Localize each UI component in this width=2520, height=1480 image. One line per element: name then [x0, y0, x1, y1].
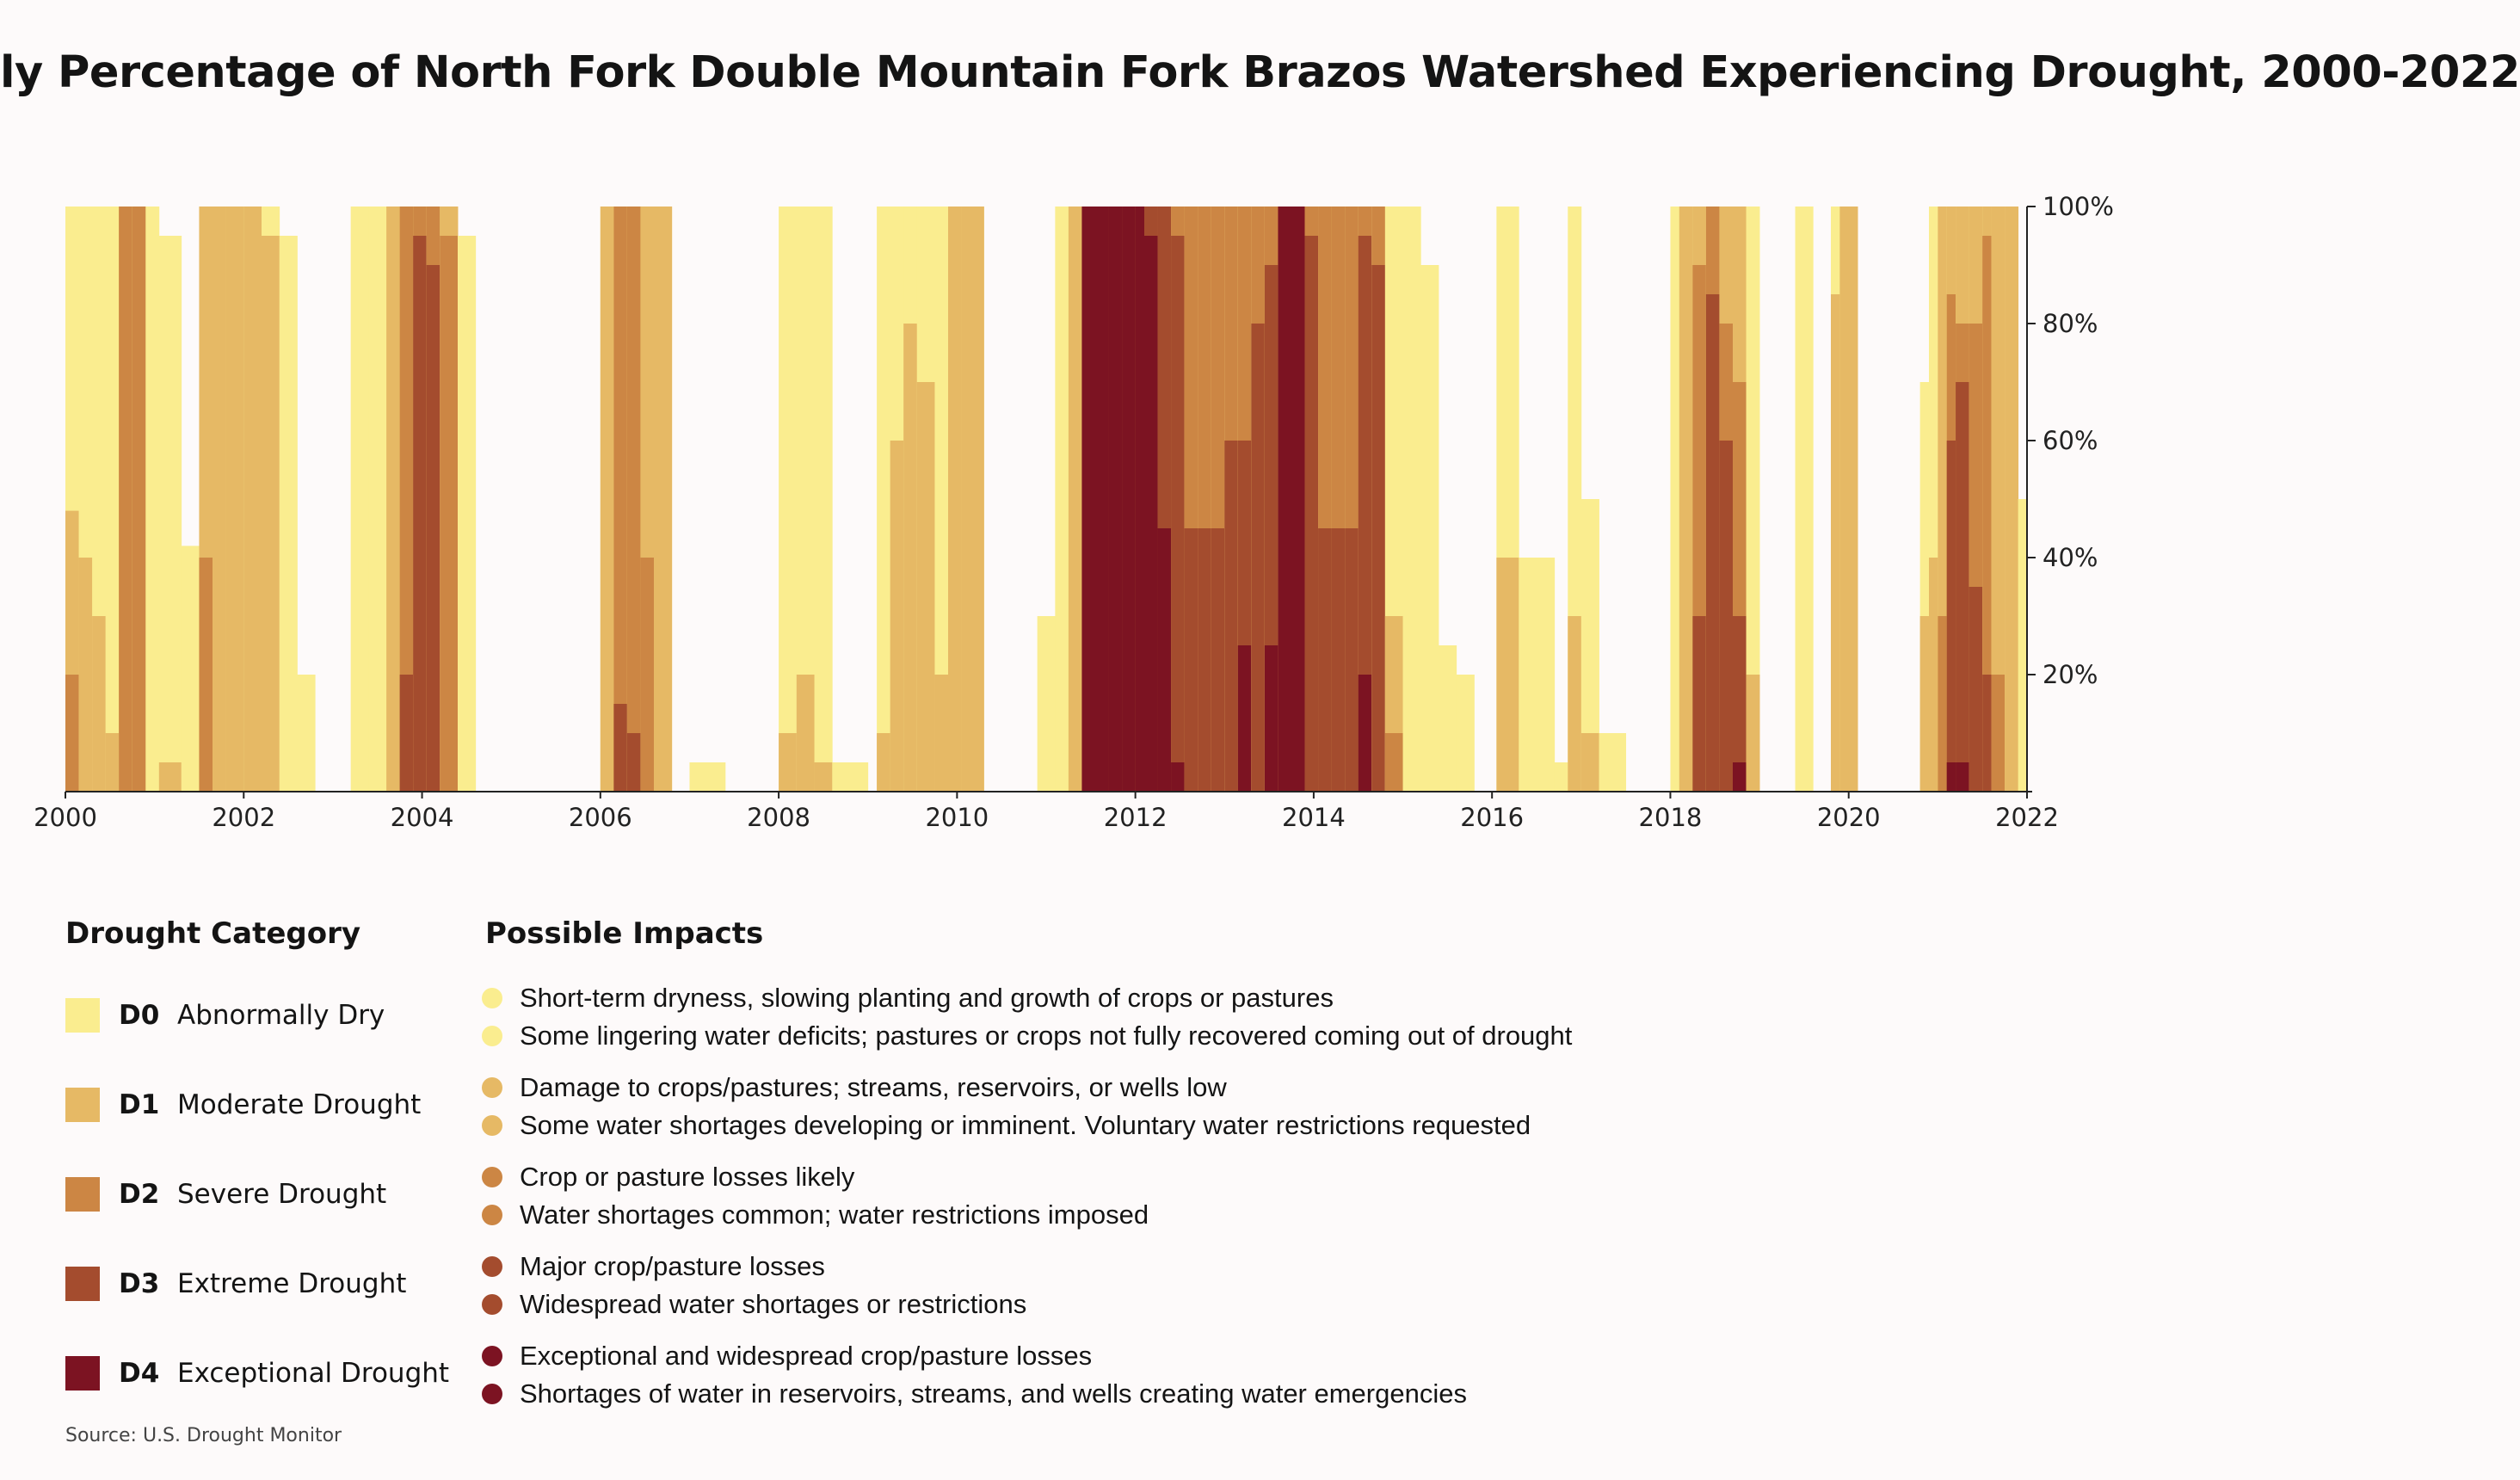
- impact-text: Crop or pasture losses likely: [520, 1162, 855, 1192]
- legend-code-d4: D4: [119, 1358, 160, 1389]
- drought-bar-d1: [890, 441, 904, 792]
- drought-bar-d1: [243, 207, 262, 792]
- drought-bars: [65, 207, 2027, 792]
- x-tick-label: 2000: [34, 803, 97, 832]
- x-tick-label: 2020: [1816, 803, 1881, 832]
- impact-item: [482, 1070, 1227, 1105]
- drought-bar-d3: [1198, 528, 1211, 792]
- y-tick-label: 100%: [2042, 192, 2114, 221]
- drought-bar-d3: [1969, 587, 1983, 792]
- impact-dot-d2: [482, 1167, 502, 1187]
- legend-name-d1: Moderate Drought: [177, 1089, 422, 1120]
- drought-bar-d3: [1982, 675, 1992, 792]
- legend-item-d2: [65, 1175, 386, 1213]
- drought-bar-d4: [1095, 207, 1109, 792]
- impact-item: [482, 1339, 1092, 1373]
- drought-bar-d4: [1956, 762, 1969, 792]
- drought-bar-d0: [1599, 733, 1626, 792]
- drought-bar-d0: [2018, 499, 2028, 792]
- drought-bar-d3: [627, 733, 641, 792]
- impact-dot-d3: [482, 1256, 502, 1277]
- chart-title: ly Percentage of North Fork Double Mountain Fork Brazos Watershed Experiencing Drought, 2000-2022: [0, 47, 2520, 98]
- legend-code-d0: D0: [119, 1000, 160, 1031]
- drought-bar-d3: [400, 675, 414, 792]
- x-tick-label: 2010: [925, 803, 989, 832]
- impact-item: [482, 1108, 1531, 1143]
- impact-text: Water shortages common; water restrictions imposed: [520, 1199, 1149, 1230]
- y-tick-label: 40%: [2042, 543, 2098, 572]
- legend-swatch-d3: [65, 1267, 100, 1301]
- drought-bar-d1: [654, 207, 672, 792]
- drought-bar-d2: [640, 558, 654, 792]
- drought-bar-d1: [1929, 558, 1938, 792]
- drought-bar-d3: [1947, 441, 1956, 792]
- x-tick-label: 2022: [1995, 803, 2059, 832]
- drought-bar-d1: [877, 733, 890, 792]
- drought-bar-d1: [1831, 294, 1840, 792]
- impact-text: Short-term dryness, slowing planting and growth of crops or pastures: [520, 983, 1334, 1013]
- impact-item: [482, 1287, 1026, 1322]
- drought-bar-d3: [1692, 616, 1706, 792]
- drought-bar-d1: [797, 675, 815, 792]
- drought-bar-d1: [213, 207, 226, 792]
- impact-dot-d0: [482, 988, 502, 1008]
- drought-bar-d1: [1496, 558, 1519, 792]
- drought-bar-d0: [779, 207, 797, 792]
- drought-bar-d0: [280, 236, 298, 792]
- drought-bar-d3: [1345, 528, 1359, 792]
- drought-bar-d4: [1265, 645, 1278, 792]
- x-tick-label: 2012: [1103, 803, 1168, 832]
- drought-bar-d1: [917, 382, 935, 792]
- drought-bar-d1: [1920, 616, 1930, 792]
- drought-bar-d0: [1670, 207, 1679, 792]
- legend-item-d0: [65, 996, 385, 1034]
- drought-bar-d2: [132, 207, 146, 792]
- impact-text: Some lingering water deficits; pastures or crops not fully recovered coming out of drought: [520, 1021, 1573, 1051]
- impact-dot-d3: [482, 1294, 502, 1315]
- impact-dot-d0: [482, 1026, 502, 1046]
- drought-bar-d0: [182, 546, 200, 792]
- legend-code-d1: D1: [119, 1089, 160, 1120]
- drought-bar-d1: [934, 675, 948, 792]
- drought-bar-d4: [1291, 207, 1305, 792]
- drought-bar-d1: [948, 207, 962, 792]
- drought-bar-d0: [159, 236, 182, 792]
- drought-bar-d4: [1136, 207, 1145, 792]
- drought-bar-d1: [79, 558, 93, 792]
- drought-bar-d3: [1305, 236, 1319, 792]
- drought-bar-d0: [1555, 762, 1568, 792]
- drought-bar-d0: [297, 675, 315, 792]
- drought-bar-d0: [1439, 645, 1457, 792]
- impact-text: Shortages of water in reservoirs, streams, and wells creating water emergencies: [520, 1378, 1467, 1409]
- drought-bar-d3: [427, 265, 441, 792]
- drought-bar-d1: [92, 616, 106, 792]
- x-tick-label: 2014: [1282, 803, 1346, 832]
- legend-swatch-d0: [65, 998, 100, 1033]
- drought-bar-d0: [351, 207, 369, 792]
- impact-dot-d4: [482, 1346, 502, 1366]
- drought-bar-d4: [1171, 762, 1185, 792]
- impact-dot-d2: [482, 1205, 502, 1225]
- legend-name-d4: Exceptional Drought: [177, 1358, 450, 1389]
- drought-bar-d0: [1403, 207, 1421, 792]
- drought-bar-d4: [1109, 207, 1123, 792]
- drought-bar-d3: [413, 236, 427, 792]
- drought-bar-d2: [1385, 733, 1403, 792]
- drought-bar-d4: [1158, 528, 1172, 792]
- drought-bar-d1: [815, 762, 833, 792]
- impact-item: [482, 1377, 1467, 1411]
- drought-bar-d1: [903, 324, 917, 792]
- drought-bar-d3: [1251, 324, 1265, 792]
- drought-bar-d4: [1359, 675, 1372, 792]
- legend-item-d3: [65, 1265, 406, 1303]
- drought-bar-d0: [1519, 558, 1555, 792]
- legend-swatch-d2: [65, 1177, 100, 1212]
- drought-bar-d3: [1171, 236, 1185, 792]
- impact-dot-d1: [482, 1077, 502, 1098]
- drought-bar-d4: [1947, 762, 1956, 792]
- x-tick-label: 2004: [390, 803, 454, 832]
- drought-bar-d1: [601, 207, 614, 792]
- drought-bar-d4: [1238, 645, 1252, 792]
- impact-text: Major crop/pasture losses: [520, 1251, 825, 1281]
- drought-bar-d0: [689, 762, 725, 792]
- x-tick-label: 2018: [1638, 803, 1703, 832]
- drought-bar-d0: [145, 207, 159, 792]
- drought-bar-d1: [779, 733, 797, 792]
- impact-text: Damage to crops/pastures; streams, reservoirs, or wells low: [520, 1072, 1227, 1102]
- drought-bar-d3: [1706, 294, 1720, 792]
- drought-bar-d1: [262, 236, 280, 792]
- drought-bar-d1: [386, 207, 400, 792]
- legend-name-d3: Extreme Drought: [177, 1268, 407, 1299]
- source-note: Source: U.S. Drought Monitor: [65, 1425, 342, 1446]
- drought-bar-d4: [1122, 207, 1136, 792]
- y-tick-label: 60%: [2042, 426, 2098, 455]
- drought-bar-d1: [1839, 207, 1858, 792]
- impact-item: [482, 1249, 825, 1284]
- x-tick-label: 2008: [747, 803, 810, 832]
- drought-bar-d0: [877, 207, 890, 792]
- drought-bar-d0: [106, 207, 120, 792]
- impact-item: [482, 1160, 854, 1194]
- drought-bar-d2: [199, 558, 213, 792]
- drought-bar-d2: [1992, 675, 2006, 792]
- x-tick-label: 2016: [1460, 803, 1525, 832]
- category-legend-heading: Drought Category: [65, 916, 361, 951]
- impact-item: [482, 981, 1334, 1015]
- y-tick-label: 20%: [2042, 660, 2098, 689]
- drought-bar-d4: [1278, 207, 1291, 792]
- drought-bar-d3: [1224, 441, 1238, 792]
- drought-bar-d4: [1081, 207, 1095, 792]
- impact-item: [482, 1198, 1149, 1232]
- drought-bar-d2: [440, 236, 458, 792]
- impacts-legend-heading: Possible Impacts: [485, 916, 764, 951]
- drought-bar-d0: [368, 207, 386, 792]
- legend-item-d4: [65, 1354, 449, 1392]
- impact-text: Exceptional and widespread crop/pasture losses: [520, 1341, 1093, 1371]
- drought-bar-d1: [962, 207, 984, 792]
- drought-bar-d2: [65, 675, 79, 792]
- drought-bar-d3: [1719, 441, 1733, 792]
- drought-bar-d1: [1679, 207, 1693, 792]
- y-tick-label: 80%: [2042, 309, 2098, 338]
- drought-bar-d0: [1457, 675, 1475, 792]
- legend-item-d1: [65, 1086, 421, 1124]
- drought-bar-d0: [1038, 616, 1056, 792]
- drought-bar-d1: [106, 733, 120, 792]
- drought-bar-d1: [1069, 207, 1082, 792]
- drought-bar-d0: [815, 207, 833, 792]
- drought-bar-d4: [1733, 762, 1747, 792]
- impact-text: Widespread water shortages or restrictions: [520, 1289, 1027, 1319]
- drought-bar-d0: [1055, 207, 1069, 792]
- drought-bar-d1: [1747, 675, 1760, 792]
- legend-swatch-d1: [65, 1088, 100, 1122]
- drought-bar-d4: [1144, 236, 1158, 792]
- drought-bar-d3: [613, 704, 627, 792]
- legend-name-d2: Severe Drought: [177, 1179, 387, 1210]
- legend-swatch-d4: [65, 1356, 100, 1391]
- drought-bar-d3: [1185, 528, 1198, 792]
- drought-bar-d2: [1938, 616, 1947, 792]
- x-tick-label: 2002: [212, 803, 276, 832]
- legend-code-d3: D3: [119, 1268, 160, 1299]
- impact-dot-d4: [482, 1384, 502, 1404]
- drought-bar-d3: [1332, 528, 1346, 792]
- legend-name-d0: Abnormally Dry: [177, 1000, 385, 1031]
- drought-bar-d3: [1956, 382, 1969, 792]
- drought-bar-d0: [1420, 265, 1439, 792]
- drought-bar-d0: [1796, 207, 1814, 792]
- drought-bar-d1: [1581, 733, 1599, 792]
- drought-bar-d0: [458, 236, 476, 792]
- drought-bar-d1: [1568, 616, 1581, 792]
- drought-bar-d0: [832, 762, 868, 792]
- drought-bar-d1: [226, 207, 244, 792]
- impact-text: Some water shortages developing or imminent. Voluntary water restrictions requested: [520, 1110, 1531, 1140]
- drought-bar-d2: [119, 207, 132, 792]
- impact-item: [482, 1019, 1572, 1053]
- legend-code-d2: D2: [119, 1179, 160, 1210]
- x-tick-label: 2006: [568, 803, 632, 832]
- drought-bar-d2: [627, 207, 641, 792]
- drought-bar-d1: [159, 762, 182, 792]
- drought-bar-d3: [1371, 265, 1385, 792]
- drought-bar-d1: [2005, 207, 2018, 792]
- drought-bar-d3: [1318, 528, 1332, 792]
- impact-dot-d1: [482, 1115, 502, 1136]
- drought-bar-d3: [1211, 528, 1225, 792]
